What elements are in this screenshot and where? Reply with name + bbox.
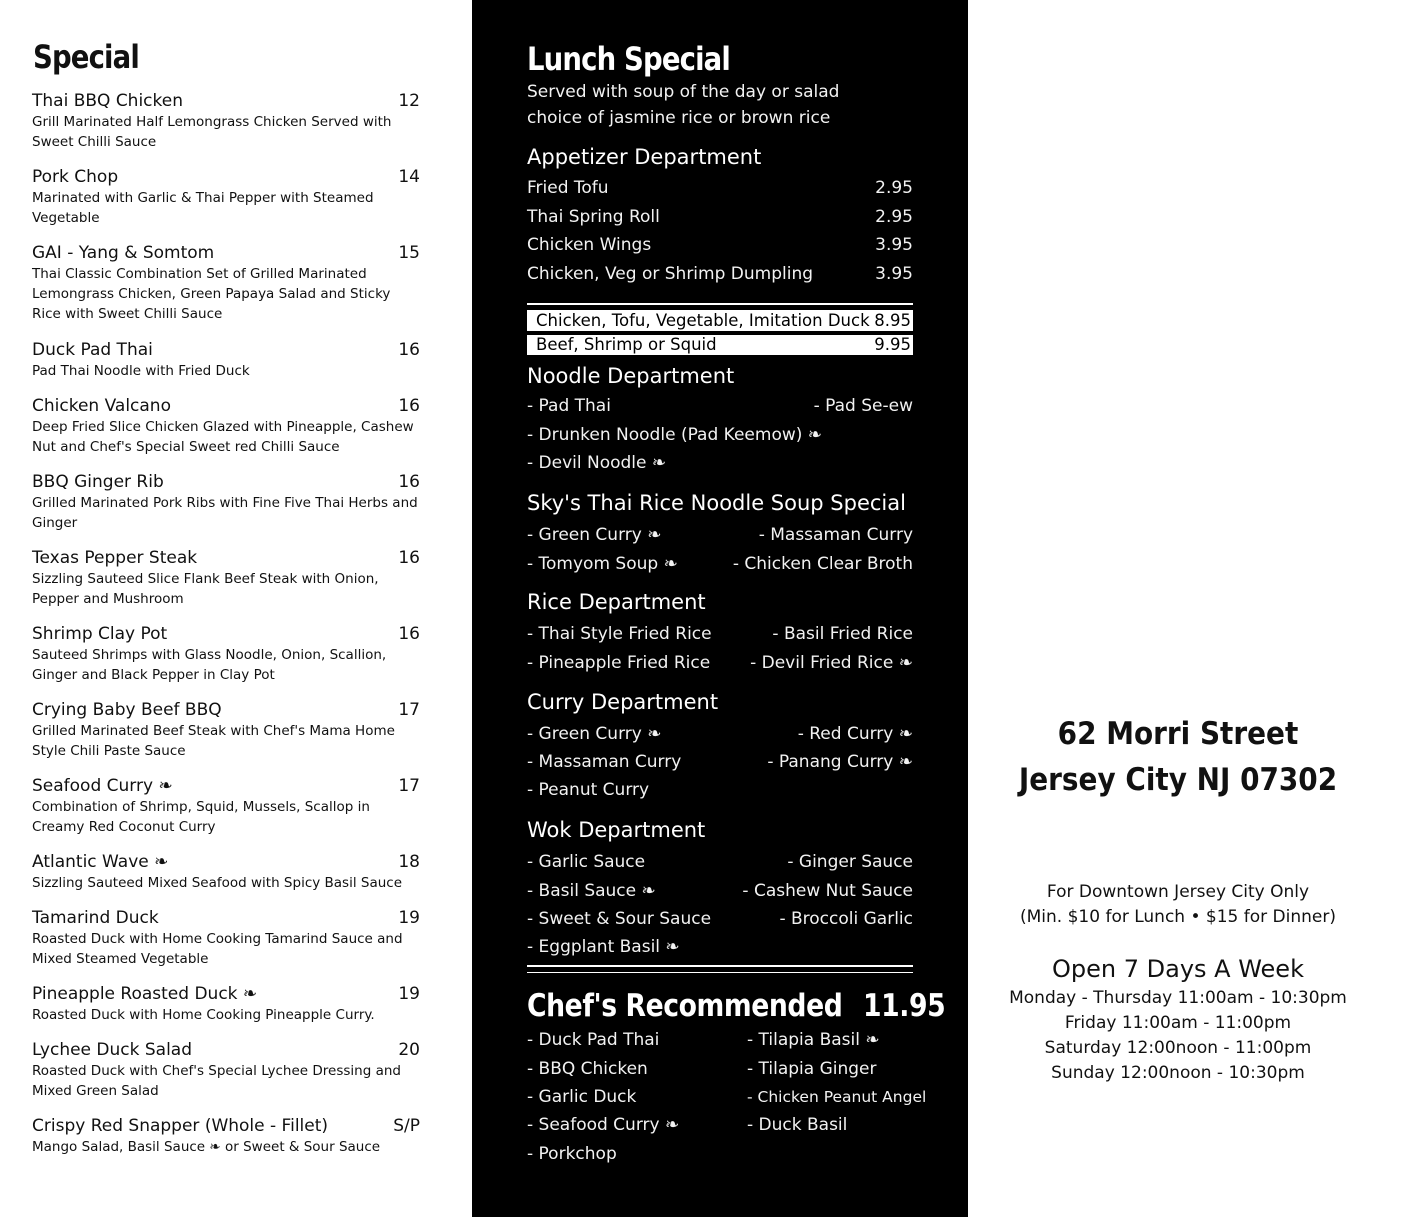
chef-item-right: - Duck Basil: [747, 1115, 848, 1135]
special-item-desc: Combination of Shrimp, Squid, Mussels, Scallop in Creamy Red Coconut Curry: [32, 799, 370, 835]
address-line-2: Jersey City NJ 07302: [1018, 762, 1338, 798]
chef-item-left: - Garlic Duck: [527, 1087, 637, 1107]
price-box-label: Chicken, Tofu, Vegetable, Imitation Duck: [536, 311, 870, 330]
special-item-name: Seafood Curry ❧: [32, 776, 173, 796]
special-item-name: GAI - Yang & Somtom: [32, 243, 215, 263]
curry-item-right: - Red Curry ❧: [797, 724, 913, 744]
wok-item-left: - Basil Sauce ❧: [527, 881, 656, 901]
special-item-name: Crispy Red Snapper (Whole - Fillet): [32, 1116, 329, 1136]
rice-row: [527, 651, 913, 675]
soup-item-right: - Massaman Curry: [758, 525, 913, 545]
special-item-name: Lychee Duck Salad: [32, 1040, 193, 1060]
rice-title: Rice Department: [527, 590, 706, 614]
special-item-desc: Pad Thai Noodle with Fried Duck: [32, 363, 250, 379]
appetizer-item: [527, 205, 913, 229]
special-item-desc: Grill Marinated Half Lemongrass Chicken Served with Sweet Chilli Sauce: [32, 114, 392, 150]
appetizer-name: Thai Spring Roll: [527, 207, 660, 227]
special-item: [32, 851, 420, 893]
divider: [527, 965, 913, 973]
noodle-item-left: - Devil Noodle ❧: [527, 453, 667, 473]
wok-item-left: - Garlic Sauce: [527, 852, 646, 872]
special-item-price: 20: [398, 1040, 420, 1060]
wok-title: Wok Department: [527, 818, 706, 842]
special-item-price: 16: [398, 548, 420, 568]
special-item-name: Pork Chop: [32, 167, 119, 187]
special-item-price: 16: [398, 396, 420, 416]
special-item-price: 16: [398, 624, 420, 644]
rice-item-left: - Thai Style Fried Rice: [527, 624, 712, 644]
wok-item-right: - Cashew Nut Sauce: [742, 881, 913, 901]
noodle-row: [527, 423, 913, 447]
special-item-desc: Marinated with Garlic & Thai Pepper with Steamed Vegetable: [32, 190, 374, 226]
chef-item-left: - Seafood Curry ❧: [527, 1115, 680, 1135]
lunch-special-column: [472, 0, 968, 1217]
special-item-price: 15: [398, 243, 420, 263]
rice-item-right: - Basil Fried Rice: [772, 624, 913, 644]
special-item-price: 12: [398, 91, 420, 111]
special-item-desc: Grilled Marinated Pork Ribs with Fine Five Thai Herbs and Ginger: [32, 495, 418, 531]
soup-row: [527, 523, 913, 547]
open-days: Open 7 Days A Week: [1052, 955, 1304, 983]
special-item-name: Crying Baby Beef BBQ: [32, 700, 222, 720]
special-item: [32, 395, 420, 457]
special-item: [32, 983, 420, 1025]
special-item: [32, 623, 420, 685]
special-item: [32, 699, 420, 761]
appetizer-title: Appetizer Department: [527, 145, 762, 169]
special-item-desc: Thai Classic Combination Set of Grilled Marinated Lemongrass Chicken, Green Papaya Salad and Sticky Rice with Sweet Chilli Sauce: [32, 266, 391, 322]
special-item-name: Shrimp Clay Pot: [32, 624, 168, 644]
lunch-subtitle-1: Served with soup of the day or salad: [527, 82, 840, 102]
chef-item-right: - Tilapia Basil ❧: [747, 1030, 880, 1050]
opening-hours: [968, 986, 1388, 1086]
curry-item-right: - Panang Curry ❧: [767, 752, 913, 772]
special-item-price: 18: [398, 852, 420, 872]
price-box-label: Beef, Shrimp or Squid: [536, 335, 717, 354]
special-column: [0, 0, 472, 1217]
special-item-name: Atlantic Wave ❧: [32, 852, 169, 872]
special-item-price: 17: [398, 700, 420, 720]
chef-title-text: Chef's Recommended: [527, 988, 843, 1024]
price-box-2: [527, 335, 913, 355]
special-item: [32, 242, 420, 324]
divider: [527, 303, 913, 311]
soup-row: [527, 552, 913, 576]
rice-item-right: - Devil Fried Rice ❧: [750, 653, 913, 673]
appetizer-price: 2.95: [875, 178, 913, 198]
soup-item-right: - Chicken Clear Broth: [732, 554, 913, 574]
curry-row: [527, 750, 913, 774]
special-item-desc: Sizzling Sauteed Slice Flank Beef Steak with Onion, Pepper and Mushroom: [32, 571, 379, 607]
noodle-item-right: - Pad Se-ew: [813, 396, 913, 416]
wok-item-right: - Ginger Sauce: [787, 852, 913, 872]
soup-title: Sky's Thai Rice Noodle Soup Special: [527, 491, 906, 515]
special-item: [32, 907, 420, 969]
special-item: [32, 1039, 420, 1101]
special-item-name: Chicken Valcano: [32, 396, 171, 416]
noodle-item-left: - Drunken Noodle (Pad Keemow) ❧: [527, 425, 823, 445]
special-item-desc: Roasted Duck with Home Cooking Tamarind Sauce and Mixed Steamed Vegetable: [32, 931, 403, 967]
curry-title: Curry Department: [527, 690, 719, 714]
wok-row: [527, 879, 913, 903]
noodle-title: Noodle Department: [527, 364, 735, 388]
special-item: [32, 775, 420, 837]
special-item-price: 19: [398, 908, 420, 928]
hours-line: Sunday 12:00noon - 10:30pm: [1051, 1063, 1305, 1083]
rice-item-left: - Pineapple Fried Rice: [527, 653, 711, 673]
noodle-row: [527, 451, 913, 475]
chef-item-left: - Duck Pad Thai: [527, 1030, 660, 1050]
special-item-name: Tamarind Duck: [32, 908, 159, 928]
curry-row: [527, 778, 913, 802]
special-item-desc: Sauteed Shrimps with Glass Noodle, Onion, Scallion, Ginger and Black Pepper in Clay Pot: [32, 647, 387, 683]
appetizer-item: [527, 176, 913, 200]
special-item: [32, 471, 420, 533]
special-item-price: 14: [398, 167, 420, 187]
appetizer-name: Chicken Wings: [527, 235, 652, 255]
appetizer-price: 3.95: [875, 264, 913, 284]
curry-item-left: - Green Curry ❧: [527, 724, 662, 744]
info-column: [968, 0, 1413, 1217]
wok-row: [527, 850, 913, 874]
special-item-price: 19: [398, 984, 420, 1004]
special-item: [32, 1115, 420, 1157]
special-item-desc: Roasted Duck with Home Cooking Pineapple Curry.: [32, 1007, 375, 1023]
special-item-desc: Grilled Marinated Beef Steak with Chef's Mama Home Style Chili Paste Sauce: [32, 723, 395, 759]
special-item-desc: Mango Salad, Basil Sauce ❧ or Sweet & Sour Sauce: [32, 1139, 381, 1155]
special-item-name: Duck Pad Thai: [32, 340, 153, 360]
appetizer-item: [527, 233, 913, 257]
special-item-name: Pineapple Roasted Duck ❧: [32, 984, 258, 1004]
chef-item-right: - Chicken Peanut Angel: [747, 1088, 927, 1106]
special-item: [32, 547, 420, 609]
curry-row: [527, 722, 913, 746]
chef-item-right: - Tilapia Ginger: [747, 1059, 877, 1079]
curry-item-left: - Massaman Curry: [527, 752, 682, 772]
special-item-price: 17: [398, 776, 420, 796]
wok-item-right: - Broccoli Garlic: [779, 909, 913, 929]
special-item-price: 16: [398, 472, 420, 492]
special-item-price: S/P: [393, 1116, 420, 1136]
hours-line: Saturday 12:00noon - 11:00pm: [1044, 1038, 1312, 1058]
noodle-row: [527, 394, 913, 418]
special-item-name: Thai BBQ Chicken: [32, 91, 183, 111]
wok-item-left: - Sweet & Sour Sauce: [527, 909, 712, 929]
special-item: [32, 339, 420, 381]
special-item-desc: Roasted Duck with Chef's Special Lychee Dressing and Mixed Green Salad: [32, 1063, 401, 1099]
special-title: Special: [33, 38, 139, 76]
price-box-1: [527, 311, 913, 331]
special-item-name: BBQ Ginger Rib: [32, 472, 164, 492]
chef-item-left: - BBQ Chicken: [527, 1059, 648, 1079]
chef-item-left: - Porkchop: [527, 1144, 617, 1164]
hours-line: Friday 11:00am - 11:00pm: [1064, 1013, 1292, 1033]
delivery-line-1: For Downtown Jersey City Only: [1046, 882, 1310, 902]
appetizer-name: Chicken, Veg or Shrimp Dumpling: [527, 264, 814, 284]
special-item-desc: Deep Fried Slice Chicken Glazed with Pineapple, Cashew Nut and Chef's Special Sweet red Chilli Sauce: [32, 419, 414, 455]
delivery-line-2: (Min. $10 for Lunch • $15 for Dinner): [1020, 907, 1336, 927]
soup-item-left: - Green Curry ❧: [527, 525, 662, 545]
rice-row: [527, 622, 913, 646]
address-line-1: 62 Morri Street: [1057, 716, 1299, 752]
noodle-item-left: - Pad Thai: [527, 396, 611, 416]
appetizer-price: 3.95: [875, 235, 913, 255]
chef-recommended-title: [527, 988, 945, 1024]
wok-row: [527, 935, 913, 959]
curry-item-left: - Peanut Curry: [527, 780, 650, 800]
price-box-price: 9.95: [874, 335, 911, 354]
price-box-price: 8.95: [874, 311, 911, 330]
chef-price: 11.95: [863, 988, 946, 1024]
wok-item-left: - Eggplant Basil ❧: [527, 937, 680, 957]
special-item-desc: Sizzling Sauteed Mixed Seafood with Spicy Basil Sauce: [32, 875, 403, 891]
special-item-name: Texas Pepper Steak: [32, 548, 198, 568]
wok-row: [527, 907, 913, 931]
lunch-subtitle-2: choice of jasmine rice or brown rice: [527, 108, 831, 128]
lunch-special-title: Lunch Special: [527, 40, 730, 78]
special-item-price: 16: [398, 340, 420, 360]
hours-line: Monday - Thursday 11:00am - 10:30pm: [1009, 988, 1347, 1008]
appetizer-item: [527, 262, 913, 286]
appetizer-price: 2.95: [875, 207, 913, 227]
special-item: [32, 90, 420, 152]
special-item: [32, 166, 420, 228]
soup-item-left: - Tomyom Soup ❧: [527, 554, 678, 574]
appetizer-name: Fried Tofu: [527, 178, 609, 198]
